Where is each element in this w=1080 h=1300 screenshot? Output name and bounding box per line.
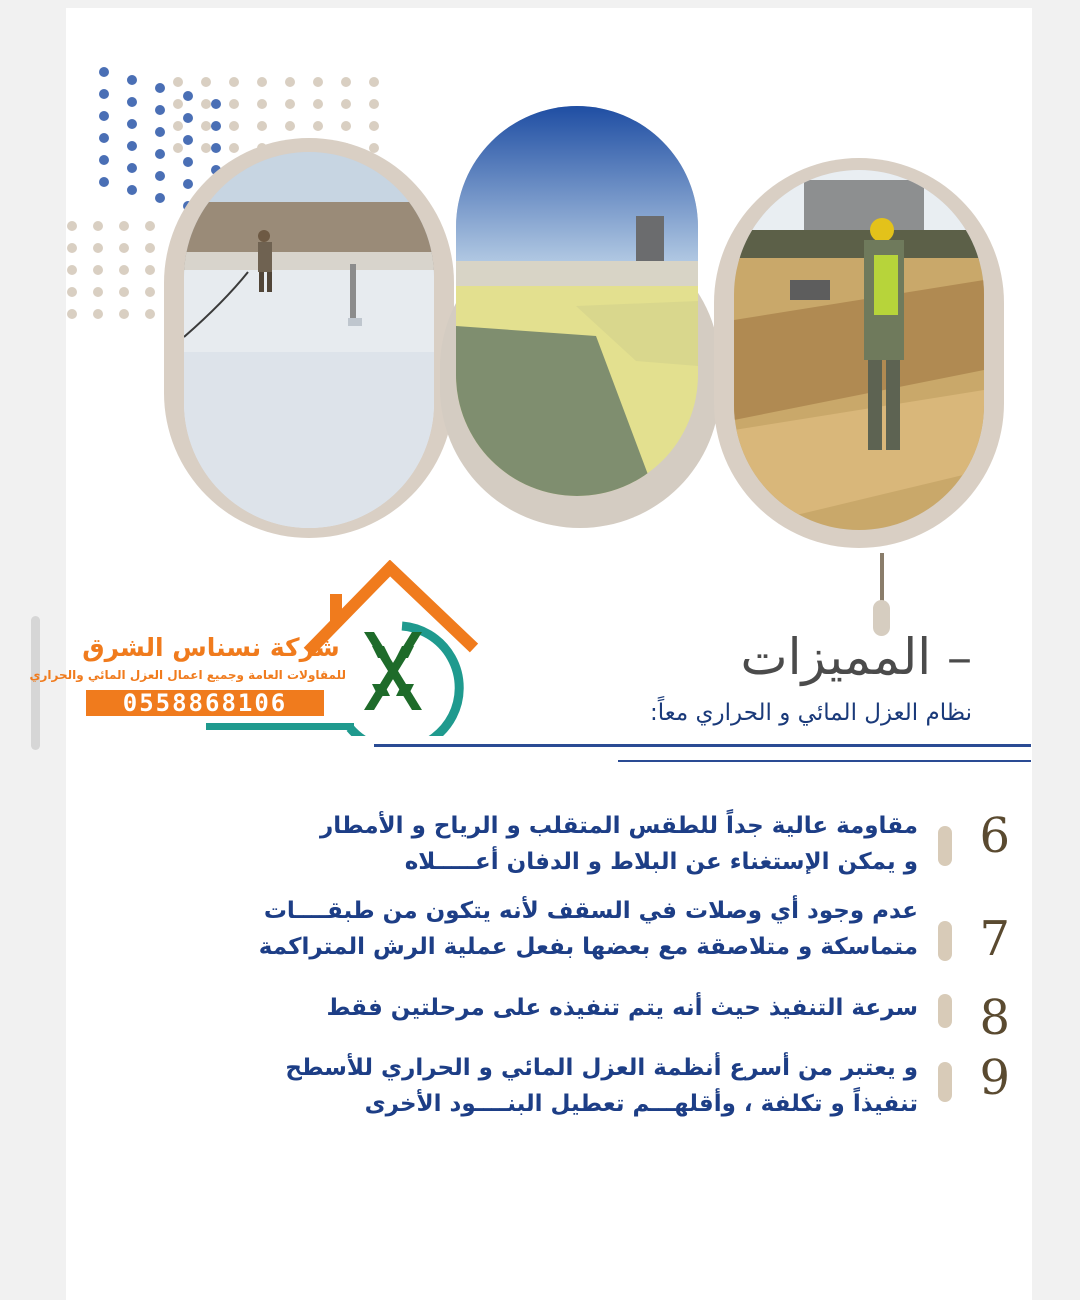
features-subtitle: نظام العزل المائي و الحراري معاً: [650, 700, 972, 726]
divider-line [374, 744, 1031, 747]
decorative-dot [313, 99, 323, 109]
feature-item-9 [130, 1050, 1010, 1130]
feature-text-line: و يعتبر من أسرع أنظمة العزل المائي و الحراري للأسطح [285, 1055, 918, 1081]
feature-number: 9 [979, 1050, 1010, 1106]
decorative-dot [67, 243, 77, 253]
decorative-dot [99, 133, 109, 143]
decorative-dot [145, 309, 155, 319]
decorative-dot [119, 265, 129, 275]
decorative-dot [341, 77, 351, 87]
pendant-string [880, 553, 884, 601]
decorative-dot [201, 121, 211, 131]
feature-text-line: عدم وجود أي وصلات في السقف لأنه يتكون من طبقــــات [263, 898, 918, 924]
decorative-dot [173, 143, 183, 153]
decorative-dot [313, 121, 323, 131]
divider-line-short [618, 760, 1031, 762]
decorative-dot [285, 121, 295, 131]
decorative-dot [127, 75, 137, 85]
decorative-dot [155, 171, 165, 181]
decorative-dot [229, 143, 239, 153]
decorative-dot [229, 121, 239, 131]
decorative-dot [127, 119, 137, 129]
decorative-dot [369, 99, 379, 109]
decorative-dot [127, 185, 137, 195]
decorative-dot [119, 287, 129, 297]
decorative-dot [93, 309, 103, 319]
feature-marker [938, 826, 952, 866]
feature-marker [938, 921, 952, 961]
decorative-dot [183, 91, 193, 101]
decorative-dot [369, 77, 379, 87]
decorative-dot [183, 113, 193, 123]
feature-text-line: تنفيذاً و تكلفة ، وأقلهـــم تعطيل البنــــود الأخرى [364, 1091, 918, 1117]
decorative-dot [155, 149, 165, 159]
decorative-dot [67, 309, 77, 319]
decorative-dot [155, 83, 165, 93]
features-heading: – المميزات [740, 628, 972, 686]
feature-number: 7 [979, 911, 1010, 967]
decorative-dot [285, 99, 295, 109]
decorative-dot [211, 143, 221, 153]
decorative-dot [257, 77, 267, 87]
photo-foam-roof [456, 106, 698, 496]
decorative-dot [341, 99, 351, 109]
decorative-dot [99, 155, 109, 165]
decorative-dot [201, 143, 211, 153]
feature-item-7 [130, 893, 1010, 973]
decorative-dot [183, 179, 193, 189]
decorative-dot [257, 99, 267, 109]
company-phone[interactable]: 0558868106 [86, 690, 324, 716]
decorative-dot [201, 77, 211, 87]
feature-marker [938, 1062, 952, 1102]
decorative-dot [99, 177, 109, 187]
feature-number: 6 [979, 808, 1010, 864]
decorative-dot [119, 221, 129, 231]
decorative-dot [155, 127, 165, 137]
feature-number: 8 [979, 990, 1010, 1046]
photo-worker-spraying [734, 170, 984, 530]
decorative-dot [183, 135, 193, 145]
decorative-dot [127, 141, 137, 151]
decorative-dot [313, 77, 323, 87]
decorative-dot [93, 221, 103, 231]
decorative-dot [229, 99, 239, 109]
feature-marker [938, 994, 952, 1028]
decorative-dot [67, 221, 77, 231]
decorative-dot [99, 89, 109, 99]
decorative-dot [285, 77, 295, 87]
decorative-dot [257, 121, 267, 131]
decorative-dot [67, 287, 77, 297]
decorative-dot [119, 243, 129, 253]
decorative-dot [201, 99, 211, 109]
decorative-dot [155, 193, 165, 203]
photo-white-roof [184, 152, 434, 528]
company-description: للمقاولات العامة وجميع اعمال العزل المائي والحراري [29, 668, 346, 682]
decorative-dot [369, 121, 379, 131]
feature-item-6 [130, 808, 1010, 888]
decorative-dot [145, 265, 155, 275]
feature-text-line: متماسكة و متلاصقة مع بعضها بفعل عملية الرش المتراكمة [258, 934, 918, 960]
decorative-dot [93, 265, 103, 275]
decorative-dot [155, 105, 165, 115]
feature-item-8 [130, 990, 1010, 1046]
feature-text-line: مقاومة عالية جداً للطقس المتقلب و الرياح و الأمطار [320, 813, 918, 839]
decorative-dot [93, 243, 103, 253]
decorative-dot [99, 111, 109, 121]
decorative-dot [67, 265, 77, 275]
decorative-dot [173, 77, 183, 87]
company-name: شركة نسناس الشرق [82, 633, 340, 662]
decorative-dot [173, 99, 183, 109]
decorative-dot [119, 309, 129, 319]
decorative-dot [211, 99, 221, 109]
decorative-dot [211, 121, 221, 131]
decorative-dot [145, 243, 155, 253]
decorative-dot [127, 163, 137, 173]
feature-text-line: و يمكن الإستغناء عن البلاط و الدفان أعـــــلاه [404, 849, 918, 875]
decorative-dot [145, 287, 155, 297]
decorative-dot [127, 97, 137, 107]
feature-text-line: سرعة التنفيذ حيث أنه يتم تنفيذه على مرحلتين فقط [326, 995, 918, 1021]
decorative-dot [341, 121, 351, 131]
decorative-dot [229, 77, 239, 87]
decorative-dot [93, 287, 103, 297]
decorative-dot [145, 221, 155, 231]
decorative-dot [173, 121, 183, 131]
decorative-dot [183, 157, 193, 167]
decorative-dot [99, 67, 109, 77]
